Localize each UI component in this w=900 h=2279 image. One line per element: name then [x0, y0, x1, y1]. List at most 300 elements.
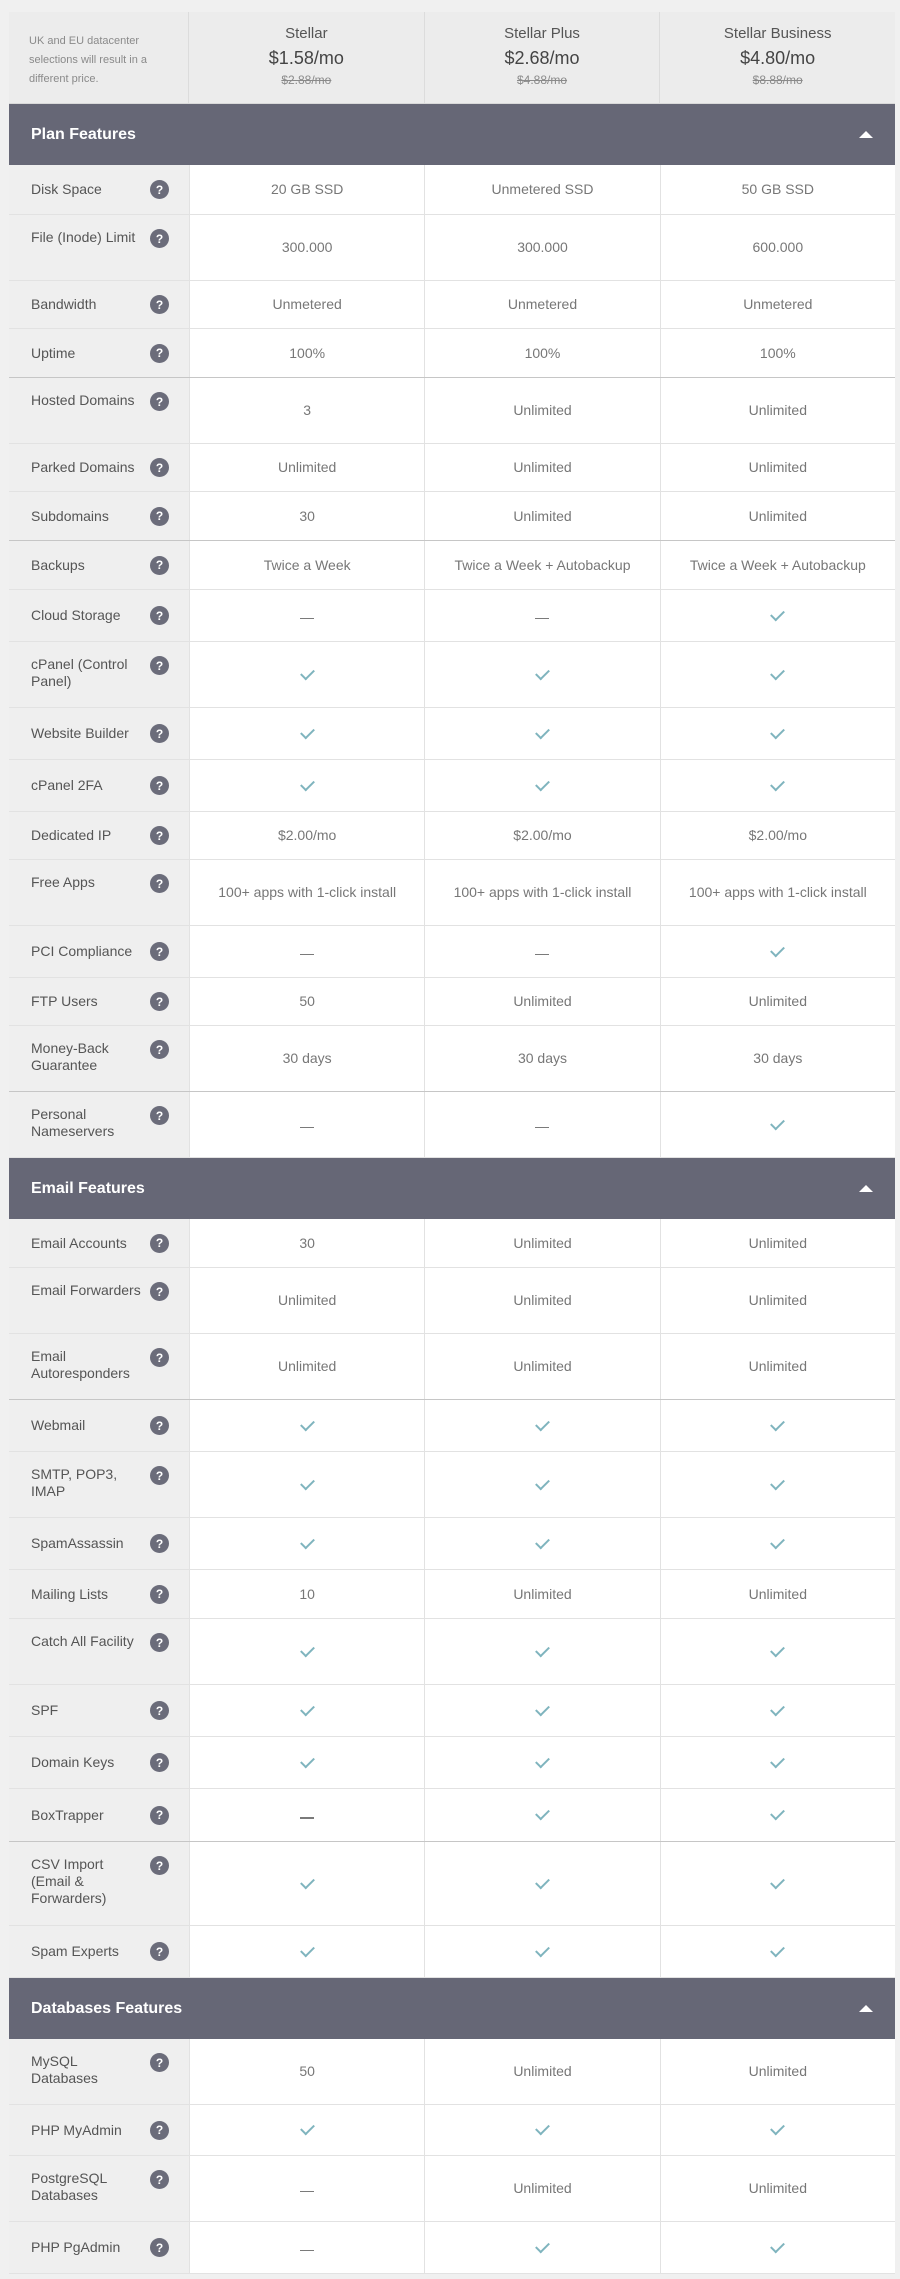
feature-label-cell [9, 1842, 189, 1925]
feature-row-parked-domains [9, 444, 895, 492]
feature-row-email-accounts [9, 1219, 895, 1268]
feature-label: SpamAssassin [31, 1535, 124, 1551]
feature-value-cell [660, 215, 895, 280]
plan-name: Stellar [285, 25, 328, 42]
feature-value: 30 days [753, 1050, 803, 1066]
help-question-icon[interactable]: ? [150, 776, 169, 795]
feature-value-cell [424, 378, 659, 443]
feature-value-cell [189, 812, 424, 859]
checkmark-icon [770, 1753, 785, 1768]
datacenter-price-note: UK and EU datacenter selections will result in a different price. [9, 12, 189, 103]
feature-value-cell [189, 2105, 424, 2155]
feature-value-cell [660, 1619, 895, 1684]
feature-label: Domain Keys [31, 1754, 115, 1770]
help-question-icon[interactable]: ? [150, 1534, 169, 1553]
help-question-icon[interactable]: ? [150, 656, 169, 675]
feature-label: cPanel (Control Panel) [31, 656, 128, 689]
feature-value: 30 days [282, 1050, 332, 1066]
help-question-icon[interactable]: ? [150, 2121, 169, 2140]
feature-value-cell [424, 165, 659, 214]
feature-label: Webmail [31, 1417, 86, 1433]
feature-value-cell [660, 1268, 895, 1333]
plan-price: $1.58/mo [268, 48, 344, 68]
help-question-icon[interactable]: ? [150, 229, 169, 248]
help-question-icon[interactable]: ? [150, 2053, 169, 2072]
help-question-icon[interactable]: ? [150, 295, 169, 314]
feature-value: 100+ apps with 1-click install [453, 884, 632, 900]
feature-value-cell [660, 165, 895, 214]
checkmark-icon [300, 1416, 315, 1431]
help-question-icon[interactable]: ? [150, 1234, 169, 1253]
checkmark-icon [770, 1115, 785, 1130]
feature-value: 30 days [517, 1050, 568, 1066]
feature-row-postgresql-databases [9, 2156, 895, 2222]
checkmark-icon [535, 1416, 550, 1431]
feature-row-spamassassin [9, 1518, 895, 1570]
feature-value-cell [189, 2156, 424, 2221]
feature-label: Email Accounts [31, 1234, 127, 1251]
plan-old-price: $4.88/mo [516, 73, 568, 87]
feature-value-cell [189, 165, 424, 214]
feature-label-cell [9, 165, 189, 214]
help-question-icon[interactable]: ? [150, 874, 169, 893]
feature-value-cell [189, 1789, 424, 1841]
feature-row-csv-import-email-forwarders [9, 1842, 895, 1926]
help-question-icon[interactable]: ? [150, 556, 169, 575]
feature-value: 300.000 [517, 239, 568, 255]
feature-row-spf [9, 1685, 895, 1737]
help-question-icon[interactable]: ? [150, 1282, 169, 1301]
feature-label-cell [9, 2156, 189, 2221]
section-title: Plan Features [31, 125, 136, 143]
feature-value-cell [424, 708, 659, 759]
feature-label-cell [9, 1268, 189, 1333]
feature-value-cell [189, 2039, 424, 2104]
feature-label: Bandwidth [31, 296, 97, 312]
feature-row-cpanel-control-panel [9, 642, 895, 708]
feature-value-cell [424, 2105, 659, 2155]
not-included-dash-icon [535, 618, 549, 620]
feature-value: 100% [759, 344, 796, 361]
checkmark-icon [770, 2121, 785, 2136]
feature-value: Unlimited [748, 459, 807, 475]
feature-value-cell [660, 444, 895, 491]
feature-row-ftp-users [9, 978, 895, 1026]
feature-value-cell [660, 590, 895, 641]
feature-label-cell [9, 860, 189, 925]
help-question-icon[interactable]: ? [150, 458, 169, 477]
feature-label-cell [9, 812, 189, 859]
feature-label: Cloud Storage [31, 607, 121, 623]
checkmark-icon [535, 1753, 550, 1768]
feature-value: 10 [299, 1585, 315, 1602]
feature-label-cell [9, 1026, 189, 1091]
feature-label: Money-Back Guarantee [31, 1040, 109, 1073]
feature-value: Unlimited [748, 2180, 807, 2196]
feature-label: Parked Domains [31, 459, 135, 475]
feature-value-cell [189, 978, 424, 1025]
checkmark-icon [770, 1874, 785, 1889]
feature-value-cell [660, 1400, 895, 1451]
feature-label: MySQL Databases [31, 2053, 98, 2086]
feature-value: 30 [299, 1234, 315, 1251]
feature-value-cell [660, 2105, 895, 2155]
feature-value-cell [660, 492, 895, 540]
feature-value: 600.000 [752, 239, 804, 255]
feature-value-cell [189, 1334, 424, 1399]
help-question-icon[interactable]: ? [150, 392, 169, 411]
checkmark-icon [300, 1701, 315, 1716]
feature-row-hosted-domains [9, 378, 895, 444]
help-question-icon[interactable]: ? [150, 1856, 169, 1875]
feature-value: Unlimited [748, 1585, 807, 1602]
feature-value-cell [189, 760, 424, 811]
feature-label-cell [9, 492, 189, 540]
feature-value-cell [189, 1619, 424, 1684]
feature-value-cell [424, 2222, 659, 2273]
feature-row-email-forwarders [9, 1268, 895, 1334]
help-question-icon[interactable]: ? [150, 1040, 169, 1059]
feature-value: 3 [303, 402, 312, 418]
feature-value-cell [189, 1842, 424, 1925]
plan-name: Stellar Plus [504, 25, 580, 42]
feature-label: Spam Experts [31, 1943, 119, 1959]
feature-row-subdomains [9, 492, 895, 541]
checkmark-icon [535, 1942, 550, 1957]
not-included-dash-icon [300, 618, 314, 620]
collapse-caret-icon[interactable] [859, 1185, 873, 1192]
feature-value-cell [189, 1219, 424, 1267]
feature-value: Unlimited [277, 1292, 337, 1308]
feature-label-cell [9, 329, 189, 377]
feature-value: Unmetered [272, 296, 342, 312]
collapse-caret-icon[interactable] [859, 2005, 873, 2012]
feature-label-cell [9, 1619, 189, 1684]
feature-value-cell [660, 812, 895, 859]
help-question-icon[interactable]: ? [150, 1585, 169, 1604]
feature-value-cell [660, 642, 895, 707]
feature-value-cell [660, 541, 895, 589]
checkmark-icon [300, 1534, 315, 1549]
feature-label-cell [9, 444, 189, 491]
feature-value: 100+ apps with 1-click install [688, 884, 867, 900]
feature-row-webmail [9, 1400, 895, 1452]
feature-value-cell [424, 1685, 659, 1736]
feature-value-cell [189, 1737, 424, 1788]
checkmark-icon [770, 1475, 785, 1490]
feature-value-cell [424, 1452, 659, 1517]
checkmark-icon [300, 665, 315, 680]
checkmark-icon [770, 665, 785, 680]
feature-label-cell [9, 708, 189, 759]
feature-label: CSV Import (Email & Forwarders) [31, 1856, 107, 1906]
help-question-icon[interactable]: ? [150, 942, 169, 961]
checkmark-icon [770, 1642, 785, 1657]
feature-value-cell [424, 1518, 659, 1569]
feature-value-cell [424, 1789, 659, 1841]
feature-label-cell [9, 378, 189, 443]
checkmark-icon [535, 2121, 550, 2136]
feature-value-cell [189, 1570, 424, 1618]
feature-value: 50 GB SSD [741, 181, 814, 197]
feature-row-dedicated-ip [9, 812, 895, 860]
feature-value: Unmetered SSD [491, 181, 594, 197]
feature-value: Unlimited [748, 507, 807, 524]
feature-label-cell [9, 926, 189, 977]
section-header-email-features[interactable] [9, 1158, 895, 1219]
checkmark-icon [535, 1806, 550, 1821]
feature-value: 100% [524, 344, 561, 361]
plan-stellar-plus [425, 12, 661, 103]
feature-row-free-apps [9, 860, 895, 926]
feature-value-cell [424, 812, 659, 859]
checkmark-icon [535, 1534, 550, 1549]
help-question-icon[interactable]: ? [150, 2170, 169, 2189]
feature-value: Unlimited [513, 459, 572, 475]
feature-value-cell [424, 1092, 659, 1157]
feature-value: Unlimited [513, 507, 572, 524]
feature-value-cell [424, 444, 659, 491]
plans-header [9, 12, 895, 104]
feature-row-smtp-pop3-imap [9, 1452, 895, 1518]
feature-label: Uptime [31, 344, 76, 361]
comparison-table [9, 12, 895, 2274]
feature-value: Unlimited [277, 1358, 337, 1374]
feature-value-cell [189, 215, 424, 280]
feature-value: 100+ apps with 1-click install [218, 884, 397, 900]
checkmark-icon [770, 776, 785, 791]
feature-row-mysql-databases [9, 2039, 895, 2105]
help-question-icon[interactable]: ? [150, 344, 169, 363]
feature-label-cell [9, 978, 189, 1025]
collapse-caret-icon[interactable] [859, 131, 873, 138]
feature-label-cell [9, 2105, 189, 2155]
help-question-icon[interactable]: ? [150, 1466, 169, 1485]
feature-value-cell [424, 590, 659, 641]
feature-value-cell [189, 708, 424, 759]
checkmark-icon [770, 724, 785, 739]
feature-value-cell [660, 978, 895, 1025]
feature-value-cell [189, 590, 424, 641]
feature-row-catch-all-facility [9, 1619, 895, 1685]
help-question-icon[interactable]: ? [150, 826, 169, 845]
help-question-icon[interactable]: ? [150, 1701, 169, 1720]
help-question-icon[interactable]: ? [150, 1416, 169, 1435]
feature-value: Unmetered [743, 296, 813, 312]
feature-value-cell [424, 1570, 659, 1618]
feature-value-cell [660, 860, 895, 925]
not-included-dash-icon [535, 954, 549, 956]
feature-label: Dedicated IP [31, 827, 112, 843]
checkmark-icon [300, 776, 315, 791]
feature-value-cell [660, 329, 895, 377]
feature-label-cell [9, 1400, 189, 1451]
feature-label: Email Autoresponders [31, 1348, 130, 1381]
feature-row-disk-space [9, 165, 895, 215]
feature-value: Unlimited [748, 1234, 807, 1251]
feature-label: FTP Users [31, 993, 98, 1009]
help-question-icon[interactable]: ? [150, 606, 169, 625]
feature-value-cell [424, 926, 659, 977]
feature-row-cpanel-2fa [9, 760, 895, 812]
feature-value-cell [660, 926, 895, 977]
feature-value-cell [660, 2156, 895, 2221]
feature-value-cell [424, 860, 659, 925]
checkmark-icon [535, 1475, 550, 1490]
feature-value-cell [189, 444, 424, 491]
feature-label: Catch All Facility [31, 1633, 134, 1649]
feature-value: Unlimited [748, 1292, 807, 1308]
feature-label-cell [9, 1518, 189, 1569]
feature-label: cPanel 2FA [31, 777, 103, 793]
feature-label-cell [9, 1334, 189, 1399]
checkmark-icon [535, 2238, 550, 2253]
feature-label: Subdomains [31, 507, 109, 524]
feature-value: Twice a Week [263, 556, 351, 573]
feature-label: Email Forwarders [31, 1282, 141, 1298]
help-question-icon[interactable]: ? [150, 180, 169, 199]
section-header-databases-features[interactable] [9, 1978, 895, 2039]
checkmark-icon [300, 724, 315, 739]
feature-value-cell [660, 1685, 895, 1736]
feature-value-cell [660, 2222, 895, 2273]
checkmark-icon [300, 1942, 315, 1957]
feature-label-cell [9, 541, 189, 589]
feature-value-cell [424, 1219, 659, 1267]
plan-price: $2.68/mo [504, 48, 580, 68]
feature-value: Unlimited [513, 2063, 572, 2079]
feature-value-cell [660, 1092, 895, 1157]
help-question-icon[interactable]: ? [150, 1348, 169, 1367]
feature-value: Twice a Week + Autobackup [454, 556, 631, 573]
help-question-icon[interactable]: ? [150, 1633, 169, 1652]
feature-label-cell [9, 590, 189, 641]
checkmark-icon [770, 1701, 785, 1716]
feature-label-cell [9, 1685, 189, 1736]
help-question-icon[interactable]: ? [150, 1753, 169, 1772]
feature-value-cell [424, 2039, 659, 2104]
checkmark-icon [300, 1475, 315, 1490]
plan-old-price: $2.88/mo [281, 73, 332, 87]
feature-label-cell [9, 1452, 189, 1517]
checkmark-icon [535, 1874, 550, 1889]
feature-row-php-myadmin [9, 2105, 895, 2156]
feature-label: SPF [31, 1702, 59, 1718]
feature-label: Free Apps [31, 874, 95, 890]
feature-value: Unlimited [748, 993, 807, 1009]
help-question-icon[interactable]: ? [150, 1942, 169, 1961]
feature-value-cell [424, 1268, 659, 1333]
feature-value-cell [424, 1926, 659, 1977]
feature-value: Twice a Week + Autobackup [689, 556, 866, 573]
feature-label: Hosted Domains [31, 392, 135, 408]
feature-value-cell [660, 1926, 895, 1977]
help-question-icon[interactable]: ? [150, 2238, 169, 2257]
feature-row-backups [9, 541, 895, 590]
feature-row-spam-experts [9, 1926, 895, 1978]
feature-value: Unlimited [513, 402, 572, 418]
feature-value-cell [660, 2039, 895, 2104]
feature-row-pci-compliance [9, 926, 895, 978]
feature-label-cell [9, 760, 189, 811]
feature-value-cell [660, 1570, 895, 1618]
feature-value: 50 [299, 2063, 315, 2079]
feature-value-cell [189, 492, 424, 540]
help-question-icon[interactable]: ? [150, 507, 169, 526]
feature-value-cell [424, 642, 659, 707]
feature-value-cell [189, 541, 424, 589]
feature-value: Unmetered [507, 296, 578, 312]
checkmark-icon [535, 724, 550, 739]
help-question-icon[interactable]: ? [150, 724, 169, 743]
checkmark-icon [770, 942, 785, 957]
feature-value: Unlimited [513, 1358, 572, 1374]
feature-value-cell [189, 1026, 424, 1091]
feature-value-cell [660, 1334, 895, 1399]
feature-value-cell [189, 1400, 424, 1451]
checkmark-icon [535, 665, 550, 680]
feature-label-cell [9, 1737, 189, 1788]
not-included-dash-icon [300, 954, 314, 956]
help-question-icon[interactable]: ? [150, 1106, 169, 1125]
feature-value-cell [660, 1518, 895, 1569]
feature-value-cell [660, 708, 895, 759]
checkmark-icon [535, 1642, 550, 1657]
not-included-dash-icon [300, 1127, 314, 1129]
feature-label: BoxTrapper [31, 1806, 104, 1823]
help-question-icon[interactable]: ? [150, 992, 169, 1011]
feature-value-cell [660, 1026, 895, 1091]
feature-value-cell [189, 281, 424, 328]
not-included-dash-icon [300, 2191, 314, 2193]
feature-value: Unlimited [513, 993, 572, 1009]
feature-label-cell [9, 1926, 189, 1977]
feature-label: Personal Nameservers [31, 1106, 115, 1139]
feature-label: Disk Space [31, 181, 102, 197]
feature-value: 20 GB SSD [270, 181, 344, 197]
feature-row-personal-nameservers [9, 1092, 895, 1158]
feature-value-cell [660, 281, 895, 328]
feature-value-cell [189, 1268, 424, 1333]
help-question-icon[interactable]: ? [150, 1806, 169, 1825]
feature-value-cell [189, 1685, 424, 1736]
feature-label-cell [9, 1570, 189, 1618]
feature-sections [9, 104, 895, 2274]
feature-label: File (Inode) Limit [31, 229, 136, 245]
feature-value-cell [660, 378, 895, 443]
checkmark-icon [535, 776, 550, 791]
feature-value-cell [660, 1789, 895, 1841]
checkmark-icon [300, 1874, 315, 1889]
feature-label-cell [9, 1092, 189, 1157]
feature-row-boxtrapper [9, 1789, 895, 1842]
feature-value: Unlimited [277, 459, 337, 475]
feature-value: Unlimited [748, 402, 807, 418]
feature-value-cell [660, 1452, 895, 1517]
feature-value-cell [424, 281, 659, 328]
feature-value: 100% [289, 344, 326, 361]
feature-value-cell [189, 1926, 424, 1977]
checkmark-icon [770, 1806, 785, 1821]
feature-row-domain-keys [9, 1737, 895, 1789]
plan-price: $4.80/mo [740, 48, 816, 68]
feature-value-cell [189, 378, 424, 443]
feature-value-cell [424, 541, 659, 589]
feature-value-cell [424, 1400, 659, 1451]
section-header-plan-features[interactable] [9, 104, 895, 165]
feature-value-cell [424, 1842, 659, 1925]
feature-value-cell [189, 642, 424, 707]
